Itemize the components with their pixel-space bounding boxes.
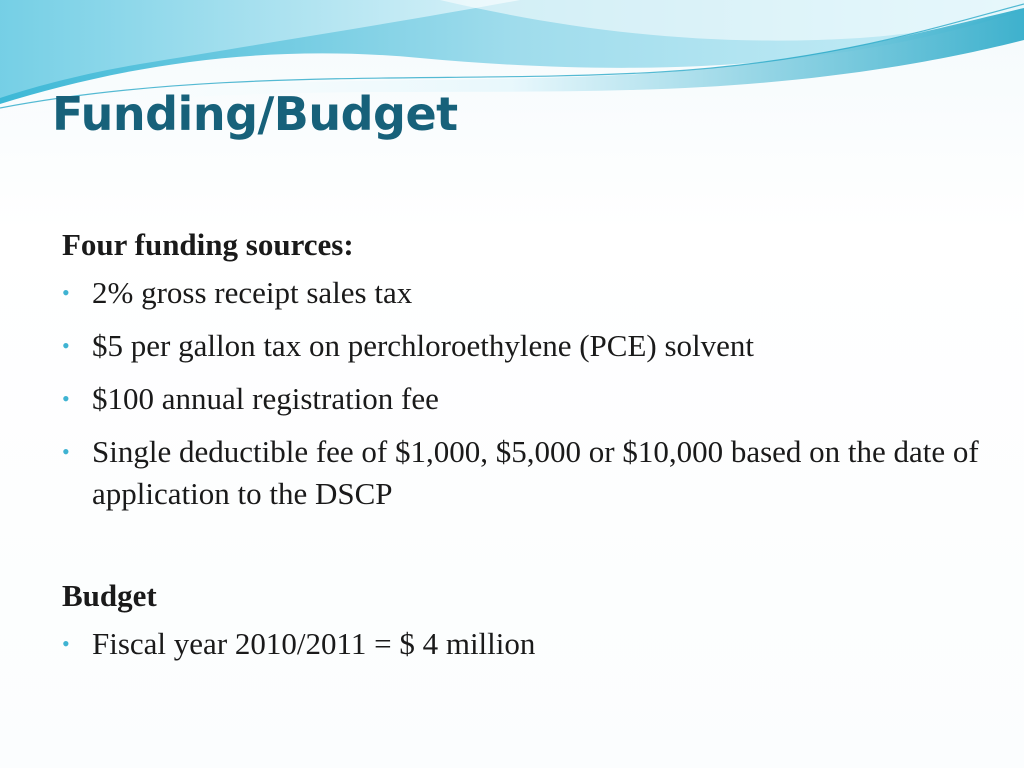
- bullet-icon: •: [62, 386, 70, 411]
- slide-content: [62, 222, 982, 676]
- list-item-text: $100 annual registration fee: [92, 381, 439, 416]
- list-item: [62, 623, 982, 665]
- list-item-text: Fiscal year 2010/2011 = $ 4 million: [92, 626, 536, 661]
- bullet-icon: •: [62, 439, 70, 464]
- list-item: [62, 431, 982, 515]
- budget-list: [62, 623, 982, 665]
- list-item: [62, 378, 982, 420]
- list-item-text: Single deductible fee of $1,000, $5,000 or $10,000 based on the date of application to the DSCP: [92, 434, 979, 511]
- list-item: [62, 325, 982, 367]
- bullet-icon: •: [62, 280, 70, 305]
- list-item-text: $5 per gallon tax on perchloroethylene (PCE) solvent: [92, 328, 755, 363]
- funding-sources-list: [62, 272, 982, 515]
- bullet-icon: •: [62, 631, 70, 656]
- list-item-text: 2% gross receipt sales tax: [92, 275, 413, 310]
- section-heading-budget: Budget: [62, 578, 157, 613]
- list-item: [62, 272, 982, 314]
- section-heading-funding-sources: Four funding sources:: [62, 227, 354, 262]
- bullet-icon: •: [62, 333, 70, 358]
- slide-title: Funding/Budget: [52, 87, 458, 141]
